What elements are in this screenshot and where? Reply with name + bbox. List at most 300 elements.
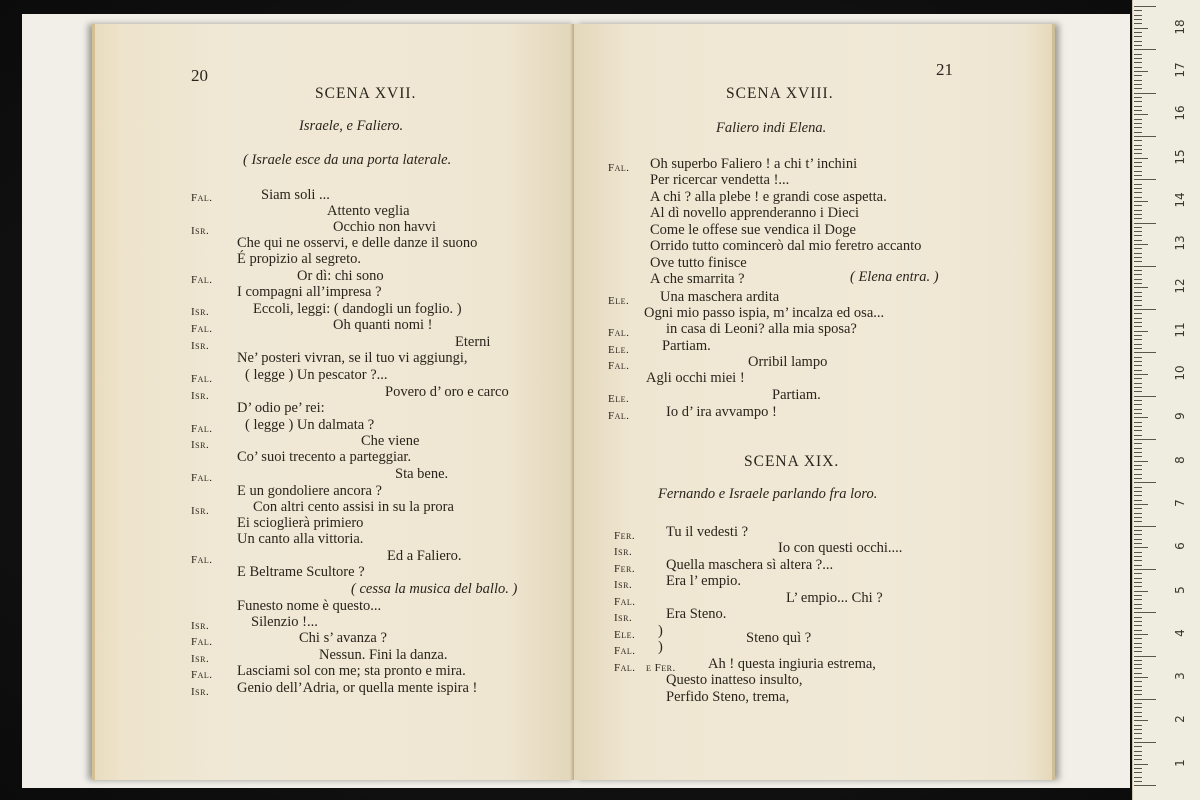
verse-line: Orrido tutto comincerò dal mio feretro accanto [650,238,922,254]
verse-line: Al dì novello apprenderanno i Dieci [650,205,859,221]
ruler-tick [1134,595,1142,596]
verse-line: Genio dell’Adria, or quella mente ispira ! [237,680,478,696]
speaker-label: e Fer. [646,662,676,674]
verse-line: ( legge ) Un pescator ?... [245,367,388,383]
ruler-number: 17 [1173,62,1187,78]
ruler-tick [1134,391,1142,392]
ruler-tick [1134,214,1142,215]
verse-line: Eccoli, leggi: ( dandogli un foglio. ) [253,301,462,317]
ruler-tick [1134,171,1142,172]
verse-line: Perfido Steno, trema, [666,689,790,705]
ruler-tick [1134,599,1142,600]
ruler-tick [1134,370,1142,371]
ruler-tick [1134,210,1142,211]
ruler-tick [1134,335,1142,336]
ruler-tick [1134,469,1142,470]
ruler-tick [1134,132,1142,133]
ruler-tick [1134,604,1142,605]
verse-line: Ove tutto finisce [650,255,747,271]
ruler-tick [1134,443,1142,444]
ruler-tick [1134,651,1142,652]
ruler-tick [1134,746,1142,747]
speaker-label: Fal. [191,323,213,335]
ruler-tick [1134,474,1142,475]
ruler-tick [1134,738,1142,739]
ruler-tick [1134,344,1142,345]
ruler-number: 7 [1173,499,1187,507]
ruler-tick [1134,54,1142,55]
verse-line: in casa di Leoni? alla mia sposa? [666,321,857,337]
ruler-tick [1134,326,1142,327]
bracket-mark: ) [658,623,663,639]
speaker-label: Isr. [191,653,210,665]
ruler-tick [1134,426,1142,427]
ruler-tick [1134,686,1142,687]
ruler-tick [1134,348,1142,349]
speaker-label: Isr. [191,620,210,632]
ruler-tick [1134,106,1142,107]
ruler-tick [1134,201,1148,202]
verse-line: Lasciami sol con me; sta pronto e mira. [237,663,466,679]
ruler-tick [1134,396,1156,397]
stage-direction: ( Elena entra. ) [850,269,939,285]
ruler-tick [1134,478,1142,479]
speaker-label: Fal. [191,274,213,286]
verse-line: Povero d’ oro e carco [385,384,509,400]
ruler-tick [1134,422,1142,423]
verse-line: A che smarrita ? [650,271,745,287]
ruler-tick [1134,32,1142,33]
scene-characters: Fernando e Israele parlando fra loro. [658,486,878,502]
ruler-number: 1 [1173,758,1187,767]
ruler-tick [1134,244,1148,245]
speaker-label: Isr. [191,306,210,318]
scene-heading: SCENA XVII. [315,85,417,102]
verse-line: Che viene [361,433,420,449]
speaker-label: Fer. [614,563,636,575]
ruler-tick [1134,75,1142,76]
ruler-number: 3 [1173,672,1187,680]
ruler-tick [1134,668,1142,669]
ruler-tick [1134,612,1156,613]
ruler-tick [1134,777,1142,778]
ruler-tick [1134,521,1142,522]
verse-line: E Beltrame Scultore ? [237,564,365,580]
verse-line: Un canto alla vittoria. [237,531,364,547]
speaker-label: Fal. [608,410,630,422]
ruler-tick [1134,240,1142,241]
speaker-label: Isr. [614,612,633,624]
verse-line: E un gondoliere ancora ? [237,483,382,499]
ruler-tick [1134,491,1142,492]
ruler-number: 6 [1173,542,1187,551]
ruler-tick [1134,660,1142,661]
verse-line: A chi ? alla plebe ! e grandi cose aspetta. [650,189,887,205]
ruler-tick [1134,543,1142,544]
ruler-tick [1134,279,1142,280]
ruler-tick [1134,664,1142,665]
ruler-tick [1134,504,1148,505]
bracket-mark: ) [658,639,663,655]
scene-characters: Israele, e Faliero. [299,118,404,134]
scene-heading: SCENA XVIII. [726,85,834,102]
ruler-tick [1134,62,1142,63]
verse-line: Agli occhi miei ! [646,370,745,386]
verse-line: Nessun. Fini la danza. [319,647,448,663]
speaker-label: Fal. [614,662,636,674]
ruler-tick [1134,487,1142,488]
verse-line: Ogni mio passo ispia, m’ incalza ed osa... [644,305,885,321]
ruler-tick [1134,573,1142,574]
ruler-tick [1134,699,1156,700]
speaker-label: Fal. [191,554,213,566]
scene-heading: SCENA XIX. [744,453,840,470]
ruler-tick [1134,6,1156,7]
ruler-number: 5 [1173,585,1187,594]
ruler-tick [1134,435,1142,436]
ruler-tick [1134,681,1142,682]
speaker-label: Fal. [608,327,630,339]
ruler-tick [1134,552,1142,553]
ruler-tick [1134,188,1142,189]
ruler-tick [1134,175,1142,176]
ruler-tick [1134,694,1142,695]
ruler-tick [1134,383,1142,384]
ruler-tick [1134,417,1148,418]
verse-line: Era Steno. [666,606,727,622]
ruler-tick [1134,720,1148,721]
ruler-number: 4 [1173,629,1187,637]
ruler-tick [1134,625,1142,626]
ruler-tick [1134,387,1142,388]
ruler-tick [1134,145,1142,146]
verse-line: Tu il vedesti ? [666,524,749,540]
verse-line: I compagni all’impresa ? [237,284,382,300]
ruler-tick [1134,184,1142,185]
ruler-tick [1134,569,1156,570]
ruler-tick [1134,733,1142,734]
speaker-label: Ele. [608,393,630,405]
ruler-tick [1134,331,1148,332]
verse-line: Questo inatteso insulto, [666,672,803,688]
ruler-tick [1134,638,1142,639]
speaker-label: Fer. [614,530,636,542]
ruler-tick [1134,482,1156,483]
ruler-tick [1134,41,1142,42]
ruler-tick [1134,84,1142,85]
open-book [82,24,1072,780]
speaker-label: Isr. [614,579,633,591]
ruler-tick [1134,465,1142,466]
stage-direction: ( cessa la musica del ballo. ) [351,581,518,597]
ruler-tick [1134,28,1148,29]
verse-line: ( legge ) Un dalmata ? [245,417,375,433]
ruler-tick [1134,534,1142,535]
ruler-tick [1134,322,1142,323]
ruler-tick [1134,556,1142,557]
verse-line: Io con questi occhi.... [778,540,903,556]
speaker-label: Fal. [191,423,213,435]
verse-line: Che qui ne osservi, e delle danze il suono [237,235,478,251]
ruler-number: 13 [1173,235,1187,251]
ruler-tick [1134,409,1142,410]
verse-line: Ah ! questa ingiuria estrema, [708,656,876,672]
verse-line: Oh quanti nomi ! [333,317,433,333]
ruler-tick [1134,361,1142,362]
verse-line: Come le offese sue vendica il Doge [650,222,856,238]
ruler-tick [1134,93,1156,94]
ruler-tick [1134,23,1142,24]
speaker-label: Fal. [614,596,636,608]
right-page [574,24,1055,780]
ruler-tick [1134,656,1156,657]
ruler-tick [1134,560,1142,561]
verse-line: Quella maschera sì altera ?... [666,557,834,573]
ruler-tick [1134,785,1156,786]
ruler-tick [1134,274,1142,275]
verse-line: Partiam. [662,338,711,354]
ruler-tick [1134,707,1142,708]
ruler-tick [1134,430,1142,431]
verse-line: Ne’ posteri vivran, se il tuo vi aggiungi, [237,350,468,366]
ruler-tick [1134,452,1142,453]
ruler-tick [1134,378,1142,379]
ruler-tick [1134,97,1142,98]
ruler-tick [1134,166,1142,167]
ruler-tick [1134,357,1142,358]
ruler-tick [1134,261,1142,262]
ruler-tick [1134,253,1142,254]
speaker-label: Isr. [191,505,210,517]
ruler-tick [1134,158,1148,159]
ruler-tick [1134,270,1142,271]
verse-line: Partiam. [772,387,821,403]
ruler-tick [1134,751,1142,752]
ruler-tick [1134,439,1156,440]
ruler-tick [1134,248,1142,249]
ruler-tick [1134,296,1142,297]
ruler-number: 12 [1173,278,1187,295]
ruler-tick [1134,365,1142,366]
ruler-tick [1134,114,1148,115]
ruler-tick [1134,80,1142,81]
ruler-tick [1134,591,1148,592]
ruler-tick [1134,88,1142,89]
speaker-label: Fal. [608,360,630,372]
ruler-tick [1134,768,1142,769]
page-number: 21 [936,60,953,79]
ruler-number: 15 [1173,148,1187,165]
speaker-label: Ele. [614,629,636,641]
ruler-tick [1134,716,1142,717]
verse-line: Steno quì ? [746,630,812,646]
ruler-tick [1134,110,1142,111]
speaker-label: Isr. [191,439,210,451]
ruler-tick [1134,608,1142,609]
measuring-ruler [1132,0,1200,800]
ruler-tick [1134,235,1142,236]
ruler-number: 18 [1173,19,1187,35]
verse-line: É propizio al segreto. [237,251,362,267]
ruler-tick [1134,517,1142,518]
verse-line: Per ricercar vendetta !... [650,172,790,188]
ruler-tick [1134,673,1142,674]
ruler-tick [1134,643,1142,644]
speaker-label: Fal. [614,645,636,657]
left-page [92,24,577,780]
ruler-tick [1134,257,1142,258]
verse-line: Una maschera ardita [660,289,780,305]
ruler-tick [1134,677,1148,678]
ruler-number: 9 [1173,412,1187,421]
ruler-tick [1134,764,1148,765]
ruler-tick [1134,45,1142,46]
ruler-tick [1134,15,1142,16]
ruler-tick [1134,772,1142,773]
verse-line: L’ empio... Chi ? [786,590,883,606]
ruler-tick [1134,153,1142,154]
verse-line: Ei scioglierà primiero [237,515,364,531]
ruler-number: 8 [1173,455,1187,464]
ruler-tick [1134,192,1142,193]
ruler-tick [1134,448,1142,449]
ruler-tick [1134,547,1148,548]
ruler-tick [1134,690,1142,691]
ruler-tick [1134,586,1142,587]
ruler-number: 2 [1173,715,1187,724]
ruler-tick [1134,140,1142,141]
verse-line: Attento veglia [327,203,410,219]
ruler-tick [1134,149,1142,150]
verse-line: Funesto nome è questo... [237,598,382,614]
ruler-tick [1134,413,1142,414]
speaker-label: Isr. [191,686,210,698]
speaker-label: Fal. [191,192,213,204]
verse-line: Occhio non havvi [333,219,437,235]
ruler-tick [1134,10,1142,11]
verse-line: Sta bene. [395,466,449,482]
ruler-tick [1134,400,1142,401]
verse-line: Chi s’ avanza ? [299,630,387,646]
ruler-tick [1134,495,1142,496]
ruler-tick [1134,266,1156,267]
ruler-tick [1134,162,1142,163]
ruler-tick [1134,101,1142,102]
ruler-tick [1134,127,1142,128]
ruler-tick [1134,49,1156,50]
ruler-tick [1134,500,1142,501]
verse-line: Oh superbo Faliero ! a chi t’ inchini [650,156,858,172]
page-number: 20 [191,66,208,85]
speaker-label: Isr. [191,340,210,352]
ruler-tick [1134,729,1142,730]
verse-line: Or dì: chi sono [297,268,384,284]
ruler-tick [1134,123,1142,124]
speaker-label: Fal. [191,472,213,484]
ruler-tick [1134,565,1142,566]
ruler-tick [1134,218,1142,219]
verse-line: Orribil lampo [748,354,828,370]
ruler-tick [1134,283,1142,284]
ruler-tick [1134,712,1142,713]
ruler-tick [1134,305,1142,306]
ruler-tick [1134,781,1142,782]
speaker-label: Fal. [191,669,213,681]
ruler-tick [1134,205,1142,206]
speaker-label: Isr. [614,546,633,558]
ruler-tick [1134,339,1142,340]
ruler-tick [1134,725,1142,726]
ruler-tick [1134,292,1142,293]
speaker-label: Isr. [191,225,210,237]
ruler-tick [1134,36,1142,37]
speaker-label: Ele. [608,295,630,307]
ruler-number: 10 [1173,365,1187,381]
verse-line: Ed a Faliero. [387,548,462,564]
ruler-tick [1134,58,1142,59]
ruler-tick [1134,404,1142,405]
ruler-tick [1134,19,1142,20]
ruler-tick [1134,179,1156,180]
ruler-tick [1134,634,1148,635]
speaker-label: Fal. [608,162,630,174]
speaker-label: Fal. [191,373,213,385]
ruler-tick [1134,539,1142,540]
ruler-tick [1134,456,1142,457]
verse-line: Era l’ empio. [666,573,742,589]
ruler-tick [1134,136,1156,137]
ruler-tick [1134,309,1156,310]
ruler-tick [1134,231,1142,232]
scene-characters: Faliero indi Elena. [716,120,827,136]
ruler-tick [1134,313,1142,314]
ruler-tick [1134,617,1142,618]
speaker-label: Fal. [191,636,213,648]
ruler-tick [1134,223,1156,224]
ruler-tick [1134,287,1148,288]
ruler-tick [1134,513,1142,514]
ruler-tick [1134,582,1142,583]
ruler-number: 16 [1173,105,1187,121]
ruler-number: 14 [1173,192,1187,208]
verse-line: Io d’ ira avvampo ! [666,404,777,420]
ruler-tick [1134,621,1142,622]
speaker-label: Isr. [191,390,210,402]
verse-line: Con altri cento assisi in su la prora [253,499,454,515]
ruler-number: 11 [1173,322,1187,338]
ruler-tick [1134,119,1142,120]
ruler-tick [1134,703,1142,704]
verse-line: Silenzio !... [251,614,318,630]
ruler-tick [1134,374,1148,375]
verse-line: D’ odio pe’ rei: [237,400,325,416]
ruler-tick [1134,755,1142,756]
ruler-tick [1134,526,1156,527]
ruler-tick [1134,461,1148,462]
ruler-tick [1134,578,1142,579]
ruler-tick [1134,300,1142,301]
verse-line: Siam soli ... [261,187,330,203]
verse-line: Co’ suoi trecento a parteggiar. [237,449,412,465]
ruler-tick [1134,759,1142,760]
ruler-tick [1134,318,1142,319]
ruler-tick [1134,227,1142,228]
ruler-tick [1134,508,1142,509]
ruler-tick [1134,352,1156,353]
speaker-label: Ele. [608,344,630,356]
verse-line: Eterni [455,334,491,350]
ruler-tick [1134,71,1148,72]
